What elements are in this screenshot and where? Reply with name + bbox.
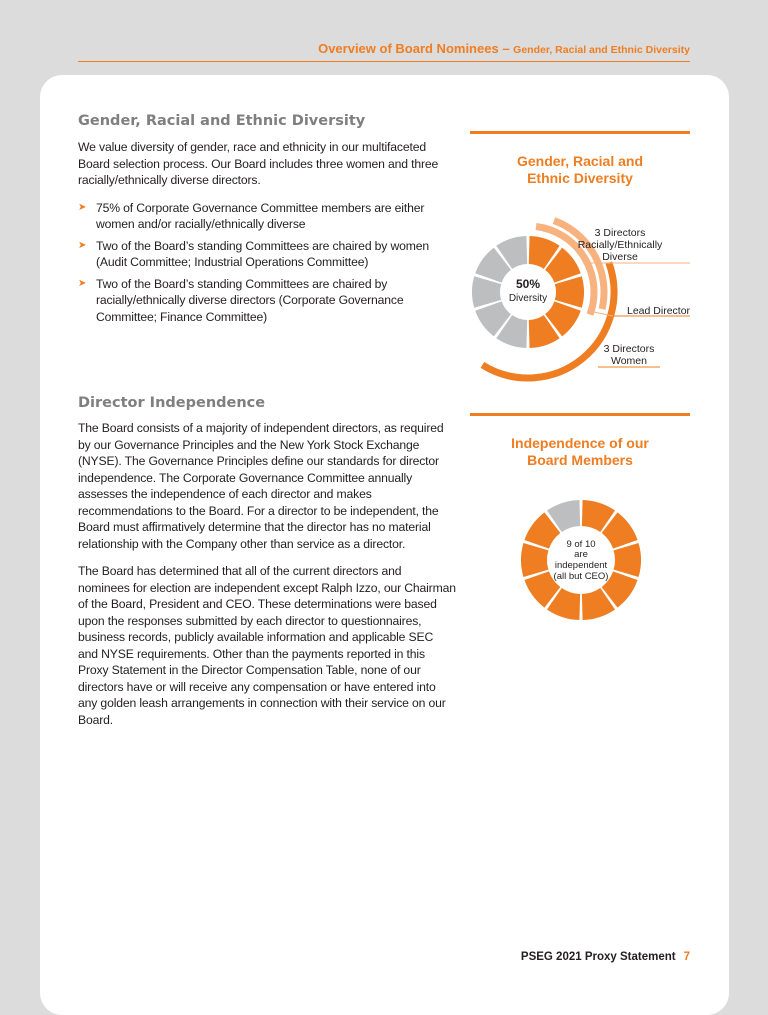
footer-text: PSEG 2021 Proxy Statement bbox=[520, 951, 676, 963]
diverse-director-segment bbox=[555, 276, 584, 308]
diversity-intro: We value diversity of gender, race and ethnicity in our multifaceted Board selection process. Our Board includes three women and three racially/ethnically diverse directors. bbox=[78, 140, 439, 187]
header-separator: – bbox=[498, 41, 514, 56]
diversity-section-body bbox=[78, 139, 456, 330]
women-label-line2: Women bbox=[611, 355, 647, 367]
diversity-donut-chart bbox=[455, 212, 700, 382]
independence-chart-title-line2: Board Members bbox=[527, 452, 633, 468]
header-title: Overview of Board Nominees bbox=[318, 41, 499, 56]
arrow-bullet-icon: ➤ bbox=[78, 239, 87, 251]
independence-center-line1: 9 of 10 bbox=[566, 539, 596, 550]
center-value: 50% bbox=[515, 277, 541, 291]
other-director-segment bbox=[472, 276, 501, 308]
independence-donut-chart bbox=[520, 498, 644, 622]
list-item bbox=[78, 238, 456, 271]
diversity-chart-title-line2: Ethnic Diversity bbox=[527, 170, 633, 186]
independent-director-segment bbox=[521, 543, 548, 577]
independence-center-line2: are bbox=[574, 549, 588, 560]
page-header bbox=[318, 41, 690, 56]
header-rule bbox=[78, 61, 690, 62]
diversity-chart-title bbox=[470, 153, 690, 187]
independence-chart-title bbox=[470, 435, 690, 469]
independence-paragraph: The Board has determined that all of the current directors and nominees for election are independent except Ralph Izzo, our Chairman of the Board, President and CEO. These determinations were based upon the responses submitted by each director to questionnaires, business records, publicly available information and applicable SEC and NYSE requirements. Other than the payments reported in this Proxy Statement in the Director Compensation Table, none of our directors have or will receive any compensation or have entered into any golden leash arrangements in connection with their service on our Board. bbox=[78, 564, 456, 727]
independence-chart-title-line1: Independence of our bbox=[511, 435, 649, 451]
diversity-bullet-list bbox=[78, 200, 456, 326]
independent-director-segment bbox=[614, 543, 641, 577]
women-label-line1: 3 Directors bbox=[603, 343, 655, 355]
independence-center-line3: independent bbox=[554, 560, 608, 571]
diversity-chart-rule bbox=[470, 131, 690, 134]
bullet-text: Two of the Board’s standing Committees are chaired by racially/ethnically diverse directors (Corporate Governance Committee; Finance Committee) bbox=[96, 276, 404, 324]
independence-paragraph: The Board consists of a majority of independent directors, as required by our Governance Principles and the New York Stock Exchange (NYSE). The Governance Principles define our standards for director independence. The Corporate Governance Committee annually assesses the independence of each director and makes recommendations to the Board. For a director to be independent, the Board must affirmatively determine that the director has no material relationship with the Company other than service as a director. bbox=[78, 421, 444, 551]
bullet-text: 75% of Corporate Governance Committee members are either women and/or racially/ethnically diverse bbox=[96, 200, 425, 231]
independence-section-body bbox=[78, 420, 456, 739]
bullet-text: Two of the Board’s standing Committees are chaired by women (Audit Committee; Industrial Operations Committee) bbox=[96, 238, 430, 269]
diversity-chart-title-line1: Gender, Racial and bbox=[516, 153, 644, 169]
arrow-bullet-icon: ➤ bbox=[78, 277, 87, 289]
lead-director-label: Lead Director bbox=[627, 305, 691, 317]
arrow-bullet-icon: ➤ bbox=[78, 201, 87, 213]
list-item bbox=[78, 276, 456, 326]
independence-center-line4: (all but CEO) bbox=[553, 571, 609, 582]
racial-label-line1: 3 Directors bbox=[594, 227, 646, 239]
racial-label-line3: Diverse bbox=[602, 251, 638, 263]
center-label: Diversity bbox=[508, 293, 548, 304]
racial-label-line2: Racially/Ethnically bbox=[577, 239, 663, 251]
page-number: 7 bbox=[683, 951, 690, 963]
list-item bbox=[78, 200, 456, 233]
header-subtitle: Gender, Racial and Ethnic Diversity bbox=[513, 44, 690, 56]
independence-section-title: Director Independence bbox=[78, 395, 266, 411]
diversity-section-title: Gender, Racial and Ethnic Diversity bbox=[78, 113, 366, 129]
page-footer bbox=[521, 951, 690, 963]
independence-chart-rule bbox=[470, 413, 690, 416]
